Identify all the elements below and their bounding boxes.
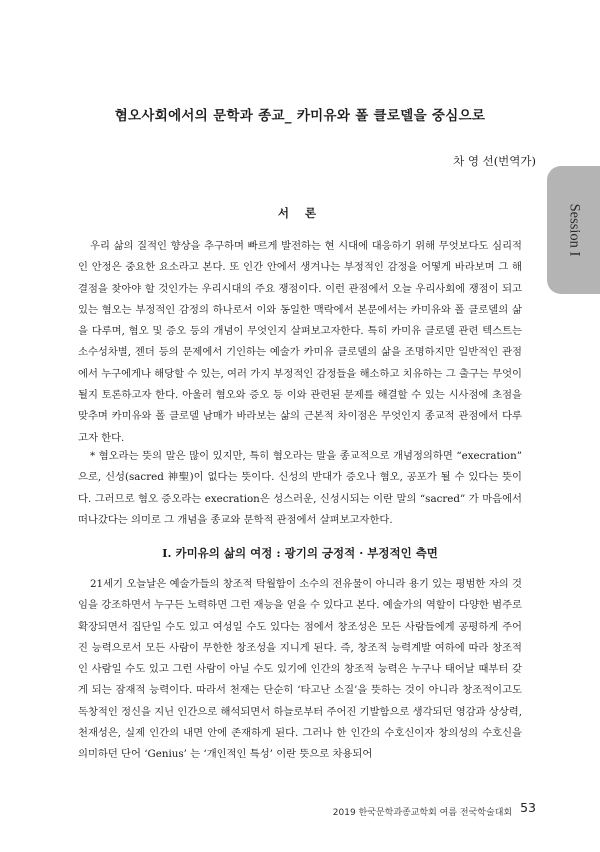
footnote-paragraph: * 혐오라는 뜻의 말은 많이 있지만, 특히 혐오라는 말을 종교적으로 개념정의하면 “execration” 으로, 신성(sacred 神聖)이 없다는 뜻이다. 신성의 반대가 증오나 혐오, 공포가 될 수 있다는 뜻이다. 그러므로 혐오 증오라는 execration은 성스러운, 신성시되는 이란 말의 “sacred” 가 마음에서 떠나갔다는 의미로 그 개념을 종교와 문학적 관점에서 살펴보고자한다. [78,450,522,526]
section1-paragraph: 21세기 오늘날은 예술가들의 창조적 탁월함이 소수의 전유물이 아니라 용기 있는 평범한 자의 것임을 강조하면서 누구든 노력하면 그런 재능을 얻을 수 있다고 본다. 예술가의 역할이 다양한 범주로 확장되면서 집단일 수도 있고 여성일 수도 있다는 점에서 창조성은 모든 사람들에게 공평하게 주어진 능력으로서 모든 사람이 무한한 창조성을 지니게 된다. 즉, 창조적 능력계발 여하에 따라 창조적인 사람일 수도 있고 그런 사람이 아닐 수도 있기에 인간의 창조적 능력은 누구나 태어날 때부터 갖게 되는 잠재적 능력이다. 따라서 천재는 단순히 ‘타고난 소질’을 뜻하는 것이 아니라 창조적이고도 독창적인 정신을 지닌 인간으로 해석되면서 하늘로부터 주어진 기발함으로 생각되던 영감과 상상력, 천재성은, 실제 인간의 내면 안에 존재하게 된다. 그러나 한 인간의 수호신이자 창의성의 수호신을 의미하던 단어 ‘Genius’ 는 ‘개인적인 특성’ 이란 뜻으로 차용되어 [78,578,522,761]
page-number: 53 [520,800,536,815]
intro-paragraph: 우리 삶의 질적인 향상을 추구하며 빠르게 발전하는 현 시대에 대응하기 위해 무엇보다도 심리적인 안정은 중요한 요소라고 본다. 또 인간 안에서 생겨나는 부정적인 감정을 어떻게 바라보며 그 해결점을 찾아야 할 것인가는 우리시대의 주요 쟁점이다. 이런 관점에서 오늘 우리사회에 쟁점이 되고 있는 혐오는 부정적인 감정의 하나로서 이와 동일한 맥락에서 본문에서는 카미유와 폴 클로델의 삶을 다루며, 혐오 및 증오 등의 개념이 무엇인지 살펴보고자한다. 특히 카미유 클로델 관련 텍스트는 소수성차별, 젠더 등의 문제에서 기인하는 예술가 카미유 클로델의 삶을 조명하지만 일반적인 관점에서 누구에게나 해당할 수 있는, 여러 가지 부정적인 감정들을 해소하고 치유하는 그 출구는 무엇이 될지 토론하고자 한다. 아울러 혐오와 증오 등 이와 관련된 문제를 해결할 수 있는 시사점에 초점을 맞추며 카미유와 폴 클로델 남매가 바라보는 삶의 근본적 차이점은 무엇인지 종교적 관점에서 다루고자 한다. [78,240,522,444]
footer-conference: 2019 한국문학과종교학회 여름 전국학술대회 [332,808,513,818]
session-side-tab [547,166,600,294]
session-label: Session I [566,203,582,257]
intro-heading: 서 론 [277,206,323,220]
author-line: 차 영 선(번역가) [453,154,536,168]
section1-heading: I. 카미유의 삶의 여정 : 광기의 긍정적 · 부정적인 측면 [162,546,438,560]
paper-title: 혐오사회에서의 문학과 종교_ 카미유와 폴 클로델을 중심으로 [114,108,486,124]
